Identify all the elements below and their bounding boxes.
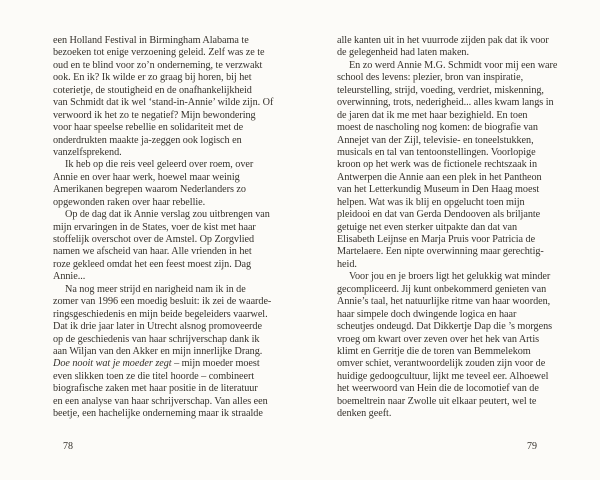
page-right-text — [337, 35, 565, 421]
text-line: klimt en Gerritje die de toren van Bemmelekom — [337, 345, 531, 357]
text-line: haar simpele doch dwingende logica en haar — [337, 308, 517, 320]
text-line: van Schmidt dat ik wel ‘stand-in-Annie’ wilde zijn. Of — [53, 97, 274, 109]
page-number-right: 79 — [527, 441, 537, 452]
text-line: Na nog meer strijd en narigheid nam ik in de — [65, 283, 246, 295]
text-line: de gelegenheid had laten maken. — [337, 47, 469, 59]
text-line: verwoord ik het zo te negatief? Mijn bewondering — [53, 109, 256, 121]
text-line: heid. — [337, 258, 357, 270]
text-line: school des levens: plezier, bron van inspiratie, — [337, 72, 524, 84]
text-line: pleidooi en dat van Gerda Dendooven als briljante — [337, 209, 541, 221]
text-line: Op de dag dat ik Annie verslag zou uitbrengen van — [65, 209, 270, 221]
text-line: Annie’s taal, het natuurlijke ritme van haar woorden, — [337, 296, 551, 308]
text-line: denken geeft. — [337, 408, 392, 420]
text-line: boemeltrein naar Zwolle uit elkaar peutert, wel te — [337, 395, 537, 407]
text-line: het weerwoord van Hein die de locomotief van de — [337, 383, 539, 395]
text-line: van het Letterkundig Museum in Den Haag moest — [337, 184, 540, 196]
text-line: beetje, een hachelijke onderneming maar ik straalde — [53, 408, 263, 420]
text-line: zomer van 1996 een moedig besluit: ik zei de waarde- — [53, 296, 272, 308]
text-line: de jaren dat ik me met haar bezighield. En toen — [337, 109, 528, 121]
text-line: musicals en tal van tentoonstellingen. Voorlopige — [337, 146, 536, 158]
text-line: Annejet van der Zijl, televisie- en toneelstukken, — [337, 134, 534, 146]
text-line: mijn ervaringen in de States, voer de kist met haar — [53, 221, 256, 233]
text-line: voor haar speelse rebellie en solidariteit met de — [53, 122, 244, 134]
page-left-text — [53, 35, 285, 421]
text-line: coterietje, de stoutigheid en de onafhankelijkheid — [53, 84, 252, 96]
text-line: Elisabeth Leijnse en Marja Pruis voor Patricia de — [337, 234, 536, 245]
text-line: namen we afscheid van haar. Alle vrienden in het — [53, 246, 252, 258]
text-line: stoffelijk overschot over de Amstel. Op Zorgvlied — [53, 234, 255, 245]
text-line: aan Wiljan van den Akker en mijn innerlijke Drang. — [53, 345, 263, 357]
text-line: En zo werd Annie M.G. Schmidt voor mij een ware — [349, 59, 558, 71]
text-line: Annie en over haar werk, hoewel maar weinig — [53, 171, 240, 183]
text-line: en een analyse van haar schrijverschap. Van alles een — [53, 395, 268, 407]
text-line: Ik heb op die reis veel geleerd over roem, over — [65, 159, 254, 171]
page-number-left: 78 — [63, 441, 73, 452]
text-line: vanzelfsprekend. — [53, 146, 122, 158]
text-line: kroon op het werk was de fictionele rechtszaak in — [337, 159, 538, 171]
text-line: Voor jou en je broers ligt het gelukkig wat minder — [349, 271, 551, 283]
text-line: alle kanten uit in het vuurrode zijden pak dat ik voor — [337, 35, 549, 46]
text-line: even slikken toen ze die titel hoorde – combineert — [53, 370, 255, 382]
text-line: bezoeken tot enige verzoening geleid. Zelf was ze te — [53, 47, 265, 59]
text-line: Doe nooit wat je moeder zegt – mijn moeder moest — [53, 358, 260, 370]
text-line: Annie... — [53, 271, 86, 283]
text-line: scheutjes ondeugd. Dat Dikkertje Dap die ’s morgens — [337, 321, 553, 333]
text-line: een Holland Festival in Birmingham Alabama te — [53, 35, 249, 46]
text-line: Dat ik drie jaar later in Utrecht alsnog promoveerde — [53, 321, 262, 333]
text-line: omver schiet, verantwoordelijk zouden zijn voor de — [337, 358, 546, 370]
text-line: moest de nascholing nog komen: de biografie van — [337, 122, 538, 134]
text-line: opgewonden raken over haar rebellie. — [53, 196, 206, 208]
text-line: onderdrukten maakte ja-zeggen ook logisch en — [53, 134, 242, 146]
text-line: oud en te blind voor zo’n onderneming, te verzwakt — [53, 59, 263, 71]
text-line: ringsgeschiedenis en mijn beide begeleiders vaarwel. — [53, 308, 268, 320]
text-line: op de geschiedenis van haar schrijverschap dank ik — [53, 333, 260, 345]
text-line: teleurstelling, strijd, voeding, verdriet, miskenning, — [337, 84, 544, 96]
text-line: gecompliceerd. Jij kunt onbekommerd genieten van — [337, 283, 547, 295]
text-line: roze gekleed omdat het een feest moest zijn. Dag — [53, 258, 252, 270]
text-line: Amerikanen begrepen waarom Nederlanders zo — [53, 184, 246, 196]
text-line: Antwerpen die Annie aan een plek in het Pantheon — [337, 171, 542, 183]
text-line: ook. En ik? Ik wilde er zo graag bij horen, bij het — [53, 72, 252, 84]
text-line: Martelaere. Een nipte overwinning maar gerechtig- — [337, 246, 544, 258]
text-line: helpen. Wat was ik blij en opgelucht toen mijn — [337, 196, 525, 208]
text-line: getuige net even sterker uitpakte dan dat van — [337, 221, 518, 233]
text-line: overwinning, trots, nederigheid... alles kwam langs in — [337, 97, 554, 109]
text-line: vroeg om kwart over zeven over het hek van Artis — [337, 333, 540, 345]
text-line: huidige gedoogcultuur, lijkt me teveel eer. Alhoewel — [337, 370, 549, 382]
text-line: biografische zaken met haar positie in de literatuur — [53, 383, 258, 395]
